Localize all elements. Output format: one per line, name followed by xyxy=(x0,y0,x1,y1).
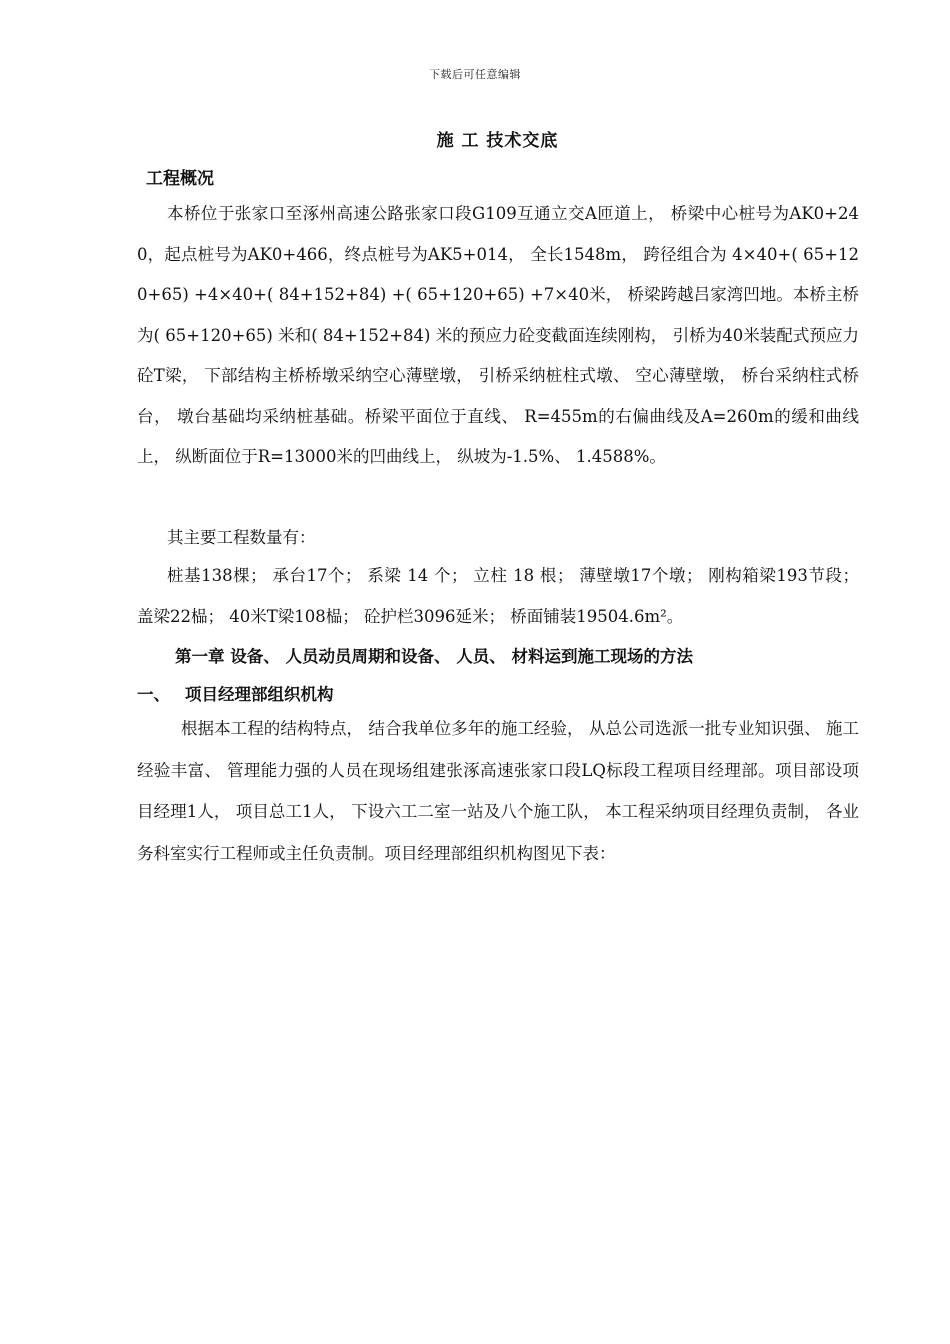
quantity-list: 桩基138棵； 承台17个； 系梁 14 个； 立柱 18 根； 薄壁墩17个墩； 刚构箱梁193节段； 盖梁22榀； 40米T梁108榀； 砼护栏3096延米； 桥面铺装19504.6m²。 xyxy=(137,566,859,626)
chapter-heading: 第一章 设备、 人员动员周期和设备、 人员、 材料运到施工现场的方法 xyxy=(175,647,693,666)
sub-heading-number: 一、 xyxy=(137,685,170,704)
overview-heading: 工程概况 xyxy=(146,169,214,189)
sub-heading-text: 项目经理部组织机构 xyxy=(185,685,334,704)
overview-paragraph: 本桥位于张家口至涿州高速公路张家口段G109互通立交A匝道上， 桥梁中心桩号为AK0+240，起点桩号为AK0+466，终点桩号为AK5+014， 全长1548m， 跨径组合为 4×40+( 65+120+65) +4×40+( 84+152+84) +( 65+120+65) +7×40米， 桥梁跨越吕家湾凹地。本桥主桥为( 65+120+65) 米和( 84+152+84) 米的预应力砼变截面连续刚构， 引桥为40米装配式预应力砼T梁， 下部结构主桥桥墩采纳空心薄壁墩， 引桥采纳桩柱式墩、 空心薄壁墩， 桥台采纳柱式桥台， 墩台基础均采纳桩基础。桥梁平面位于直线、 R=455m的右偏曲线及A=260m的缓和曲线上， 纵断面位于R=13000米的凹曲线上， 纵坡为-1.5%、 1.4588%。 xyxy=(137,204,859,466)
org-paragraph: 根据本工程的结构特点， 结合我单位多年的施工经验， 从总公司选派一批专业知识强、 施工经验丰富、 管理能力强的人员在现场组建张涿高速张家口段LQ标段工程项目经理部。项目部设项目经理1人， 项目总工1人， 下设六工二室一站及八个施工队， 本工程采纳项目经理负责制， 各业务科室实行工程师或主任负责制。项目经理部组织机构图见下表： xyxy=(137,719,859,863)
quantity-intro: 其主要工程数量有： xyxy=(167,528,316,547)
header-note: 下载后可任意编辑 xyxy=(429,68,521,81)
document-title: 施 工 技术交底 xyxy=(436,131,559,151)
sub-heading xyxy=(137,681,334,705)
